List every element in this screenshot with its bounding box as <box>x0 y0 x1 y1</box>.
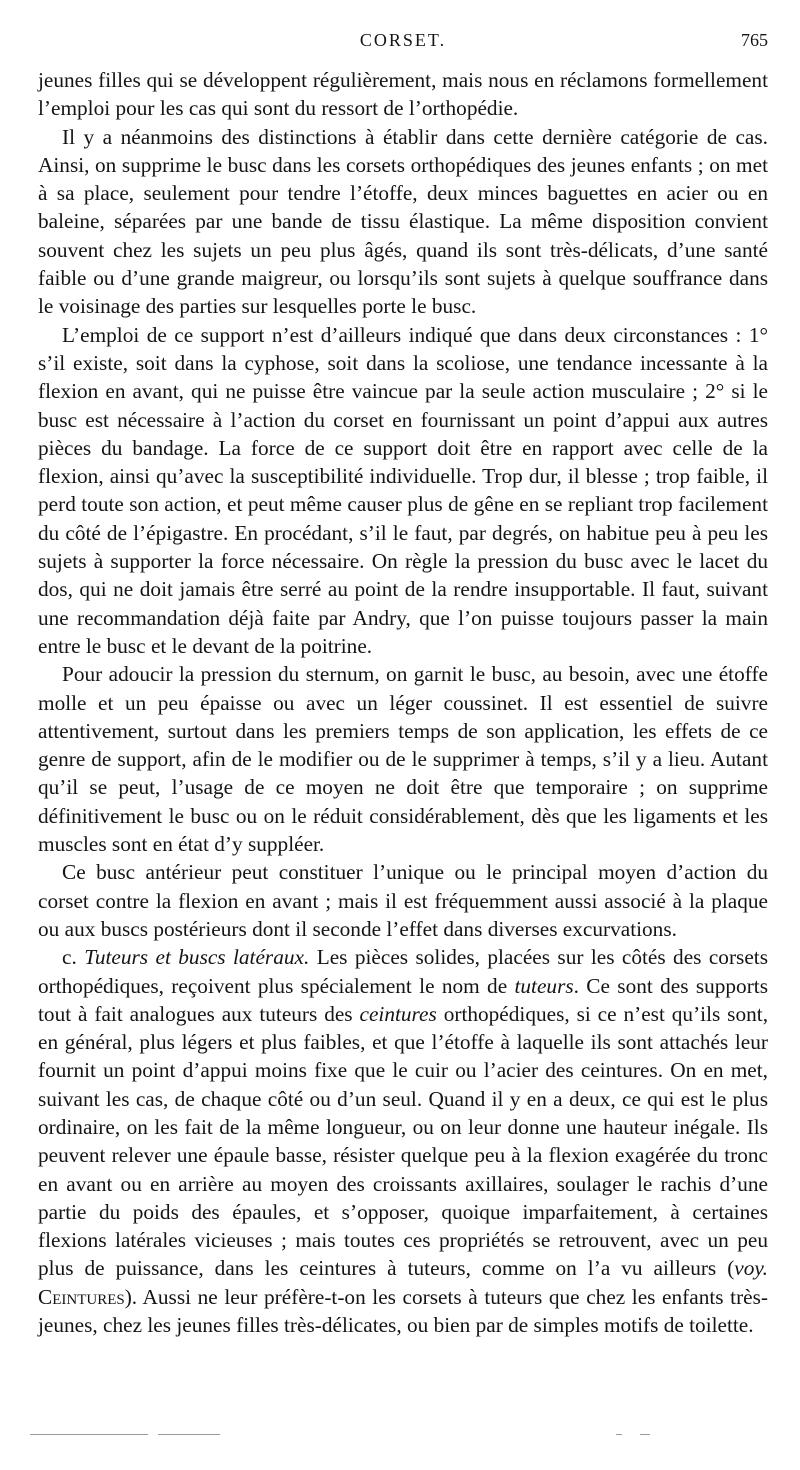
print-artifact <box>158 1434 220 1435</box>
page-header <box>38 26 768 66</box>
print-artifact-line <box>30 1432 770 1438</box>
page-number: 765 <box>741 30 768 50</box>
book-page <box>38 26 768 1339</box>
paragraph-text: ). Aussi ne leur préfère-t-on les corsets à tuteurs que chez les enfants très-jeunes, chez les jeunes filles très-délicates, ou bien par de simples motifs de toilette. <box>38 1284 768 1338</box>
paragraph-anterior-busc: Ce busc antérieur peut constituer l’unique ou le principal moyen d’action du corset contre la flexion en avant ; mais il est fréquemment aussi associé à la plaque ou aux buscs postérieurs dont il seconde l’effet dans diverses excurvations. <box>38 860 768 941</box>
section-heading: Tuteurs et buscs latéraux. <box>84 945 310 970</box>
paragraph-lateral-supports <box>38 943 768 1339</box>
print-artifact <box>640 1434 650 1435</box>
paragraph-distinctions: Il y a néanmoins des distinctions à établir dans cette dernière catégorie de cas. Ainsi, on supprime le busc dans les corsets orthopédiques des jeunes enfants ; on met à sa place, seulement pour tendre l’étoffe, deux minces baguettes en acier ou en baleine, séparées par une bande de tissu élastique. La même disposition convient souvent chez les sujets un peu plus âgés, quand ils sont très-délicats, d’une santé faible ou d’une grande maigreur, ou lorsqu’ils sont sujets à quelque souffrance dans le voisinage des parties sur lesquelles porte le busc. <box>38 124 768 319</box>
print-artifact <box>616 1434 622 1435</box>
paragraph-continuation: jeunes filles qui se développent régulièrement, mais nous en réclamons formellement l’emploi pour les cas qui sont du ressort de l’orthopédie. <box>38 68 768 121</box>
paragraph-text: orthopédiques, si ce n’est qu’ils sont, en général, plus légers et plus faibles, et que l’étoffe à laquelle ils sont attachés leur fournit un point d’appui moins fixe que le cuir ou l’acier des ceintures. On en met, suivant les cas, de chaque côté ou d’un seul. Quand il y en a deux, ce qui est le plus ordinaire, on les fait de la même longueur, ou on leur donne une hauteur inégale. Ils peuvent relever une épaule basse, résister quelque peu à la flexion exagérée du tronc en avant ou en arrière au moyen des croissants axillaires, soulager le rachis d’une partie du poids des épaules, et s’opposer, quoique imparfaitement, à certaines flexions latérales vicieuses ; mais toutes ces propriétés se retrouvent, avec un peu plus de puissance, dans les ceintures à tuteurs, comme on l’a vu ailleurs ( <box>38 1001 769 1281</box>
paragraph-text: Les pièces solides, placées sur les côtés des corsets orthopédiques, reçoivent plus spécialement le nom de <box>38 945 768 998</box>
paragraph-sternum-pressure: Pour adoucir la pression du sternum, on garnit le busc, au besoin, avec une étoffe molle et un peu épaisse ou avec un léger coussinet. Il est essentiel de suivre attentivement, surtout dans les premiers temps de son application, les effets de ce genre de support, afin de le modifier ou de le supprimer à temps, s’il y a lieu. Autant qu’il se peut, l’usage de ce moyen ne doit être que temporaire ; on supprime définitivement le busc ou on le réduit considérablement, dès que les ligaments et les muscles sont en état d’y suppléer. <box>38 662 768 857</box>
section-marker: c. <box>62 945 77 970</box>
term-tuteurs: tuteurs <box>514 973 574 998</box>
reference-ceintures: Ceintures <box>38 1284 125 1309</box>
paragraph-support-usage: L’emploi de ce support n’est d’ailleurs indiqué que dans deux circonstances : 1° s’il existe, soit dans la cyphose, soit dans la scoliose, une tendance incessante à la flexion en avant, qui ne puisse être vaincue par la seule action musculaire ; 2° si le busc est nécessaire à l’action du corset en fournissant un point d’appui aux autres pièces du bandage. La force de ce support doit être en rapport avec celle de la flexion, ainsi qu’avec la susceptibilité individuelle. Trop dur, il blesse ; trop faible, il perd toute son action, et peut même causer plus de gêne en se repliant trop facilement du côté de l’épigastre. En procédant, s’il le faut, par degrés, on habitue peu à peu les sujets à supporter la force nécessaire. On règle la pression du busc avec le lacet du dos, qui ne doit jamais être serré au point de la rendre insupportable. Il faut, suivant une recommandation déjà faite par Andry, que l’on puisse toujours passer la main entre le busc et le devant de la poitrine. <box>38 322 768 658</box>
print-artifact <box>30 1434 148 1435</box>
reference-voy: voy. <box>734 1256 768 1281</box>
paragraph-text: . Ce sont des supports tout à fait analogues aux tuteurs des <box>38 973 768 1026</box>
running-title: CORSET. <box>359 30 447 50</box>
body-text <box>38 66 768 1339</box>
term-ceintures: ceintures <box>359 1001 437 1026</box>
